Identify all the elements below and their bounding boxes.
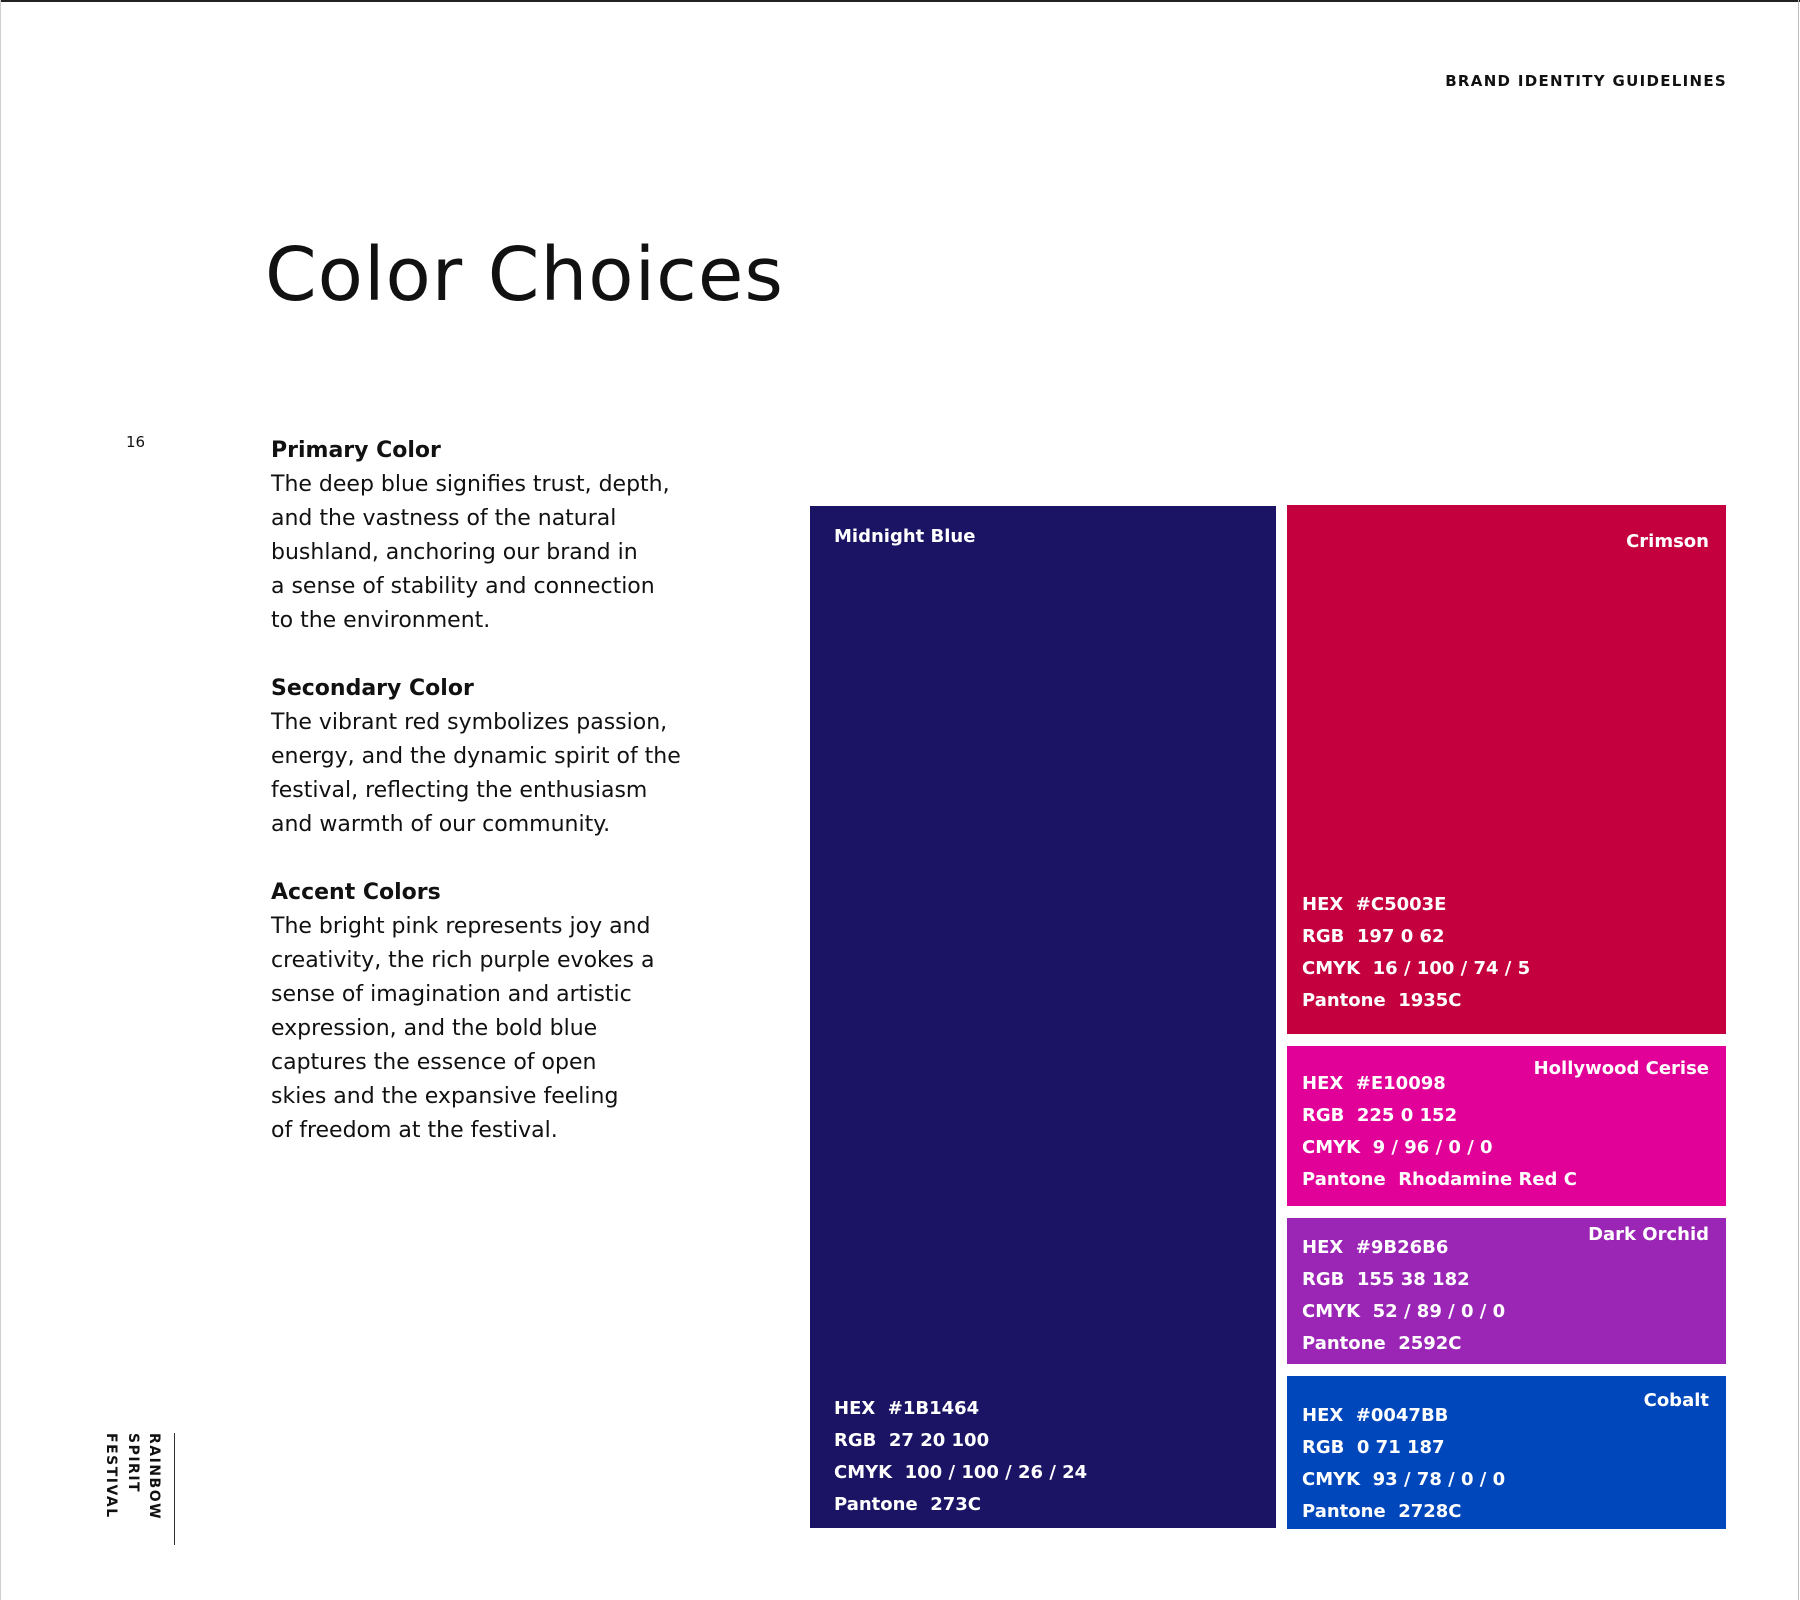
swatch-hex: HEX #0047BB [1302, 1405, 1449, 1426]
swatch-cmyk: CMYK 100 / 100 / 26 / 24 [834, 1462, 1088, 1483]
swatch-pantone: Pantone 273C [834, 1494, 981, 1515]
right-border [1798, 0, 1799, 1600]
swatch-hollywood-cerise [1287, 1046, 1726, 1206]
brand-mark-line: FESTIVAL [103, 1433, 119, 1519]
brand-mark-line: RAINBOW [146, 1433, 162, 1521]
section-body: The bright pink represents joy and creativity, the rich purple evokes a sense of imagination and artistic expression, and the bold blue captures the essence of open skies and the expansive feeling of freedom at the festival. [271, 914, 655, 1143]
swatch-pantone: Pantone 2728C [1302, 1501, 1462, 1522]
swatch-specs [1302, 889, 1530, 1017]
swatch-rgb: RGB 27 20 100 [834, 1430, 990, 1451]
brand-mark-rule [174, 1433, 175, 1545]
swatch-hex: HEX #E10098 [1302, 1073, 1446, 1094]
brand-mark-line: SPIRIT [125, 1433, 141, 1494]
section-body: The deep blue signifies trust, depth, and the vastness of the natural bushland, anchoring our brand in a sense of stability and connection to the environment. [271, 472, 670, 633]
swatch-name: Dark Orchid [1588, 1224, 1709, 1245]
top-border [0, 0, 1800, 2]
swatch-specs [1302, 1068, 1577, 1196]
swatch-rgb: RGB 0 71 187 [1302, 1437, 1445, 1458]
swatch-cmyk: CMYK 52 / 89 / 0 / 0 [1302, 1301, 1506, 1322]
left-border [0, 0, 1, 1600]
swatch-specs [834, 1393, 1087, 1521]
swatch-rgb: RGB 225 0 152 [1302, 1105, 1458, 1126]
section-heading: Secondary Color [271, 676, 474, 701]
swatch-name: Crimson [1626, 531, 1709, 552]
swatch-name: Hollywood Cerise [1533, 1058, 1709, 1079]
swatch-cmyk: CMYK 9 / 96 / 0 / 0 [1302, 1137, 1493, 1158]
section-heading: Primary Color [271, 438, 441, 463]
accent-colors-section [271, 876, 691, 1148]
swatch-midnight-blue [810, 506, 1276, 1528]
section-heading: Accent Colors [271, 880, 441, 905]
page-number: 16 [126, 433, 146, 451]
swatch-rgb: RGB 155 38 182 [1302, 1269, 1470, 1290]
swatch-hex: HEX #1B1464 [834, 1398, 980, 1419]
swatch-name: Cobalt [1643, 1390, 1709, 1411]
secondary-color-section [271, 672, 691, 842]
swatch-pantone: Pantone Rhodamine Red C [1302, 1169, 1577, 1190]
swatch-name: Midnight Blue [834, 526, 976, 547]
section-body: The vibrant red symbolizes passion, energy, and the dynamic spirit of the festival, reflecting the enthusiasm and warmth of our community. [271, 710, 681, 837]
brand-mark [97, 1433, 175, 1545]
header-label: BRAND IDENTITY GUIDELINES [1445, 72, 1727, 90]
swatch-cmyk: CMYK 16 / 100 / 74 / 5 [1302, 958, 1531, 979]
description-column [271, 434, 691, 1182]
swatch-cmyk: CMYK 93 / 78 / 0 / 0 [1302, 1469, 1506, 1490]
swatch-cobalt [1287, 1376, 1726, 1529]
swatch-pantone: Pantone 1935C [1302, 990, 1462, 1011]
swatch-crimson [1287, 505, 1726, 1034]
swatch-rgb: RGB 197 0 62 [1302, 926, 1445, 947]
swatch-specs [1302, 1232, 1505, 1360]
swatch-hex: HEX #C5003E [1302, 894, 1447, 915]
swatch-dark-orchid [1287, 1218, 1726, 1364]
page-title: Color Choices [265, 232, 784, 318]
swatch-pantone: Pantone 2592C [1302, 1333, 1462, 1354]
swatch-hex: HEX #9B26B6 [1302, 1237, 1449, 1258]
swatch-specs [1302, 1400, 1505, 1528]
primary-color-section [271, 434, 691, 638]
